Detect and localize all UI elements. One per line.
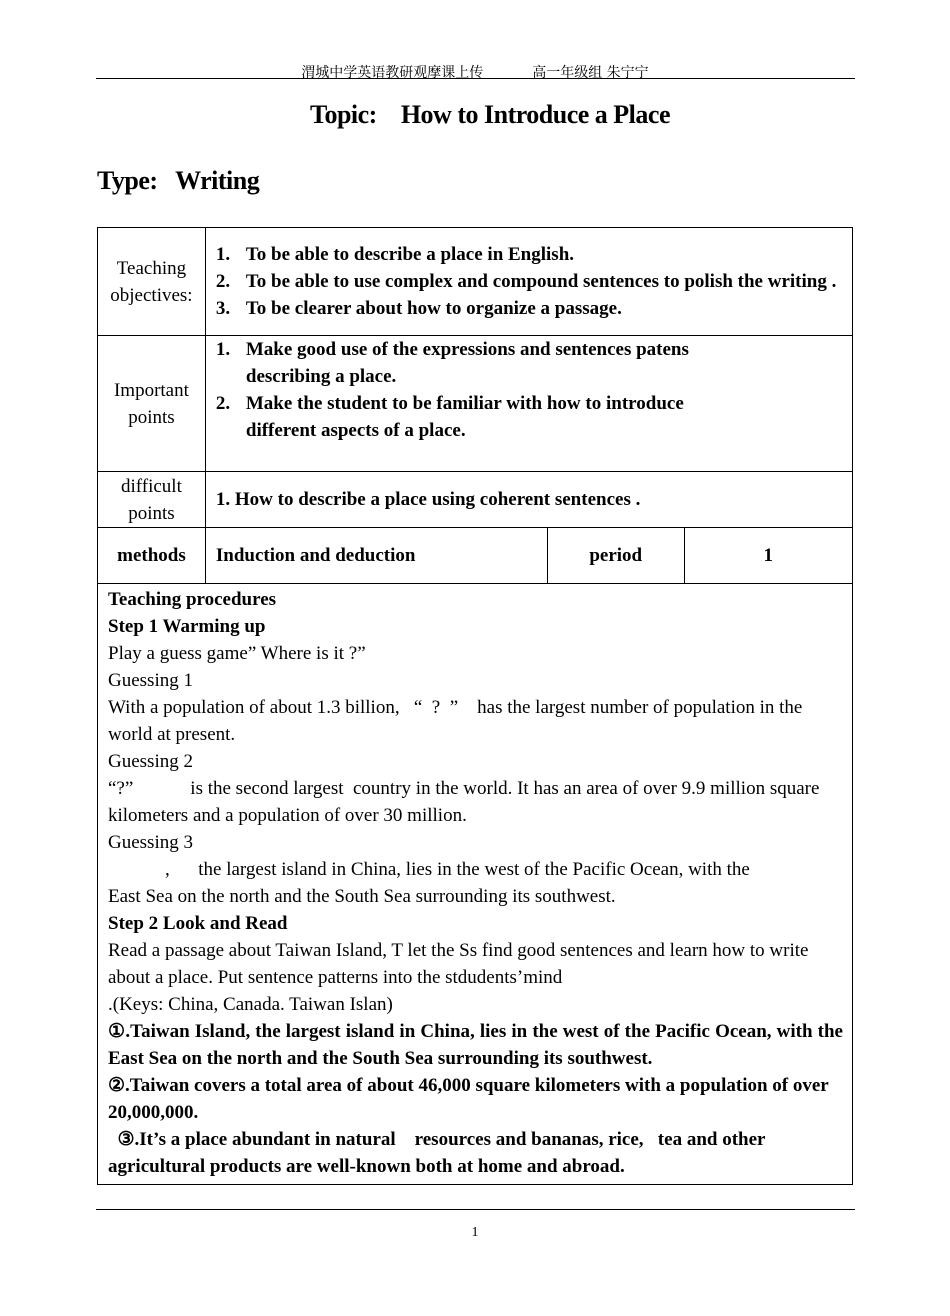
important-point-item: 1. Make good use of the expressions and sentences patens describing a place.: [215, 339, 689, 387]
read-instructions: Read a passage about Taiwan Island, T let the Ss find good sentences and learn how to write about a place. Put sentence patterns into the stdudents’mind: [108, 940, 809, 988]
period-label: period: [547, 528, 684, 584]
row-important-points: [98, 336, 853, 472]
guess2-label: Guessing 2: [108, 751, 193, 772]
step1-heading: Step 1 Warming up: [108, 616, 266, 637]
objective-item: 1. To be able to describe a place in English.: [215, 244, 575, 265]
guess-game-text: Play a guess game” Where is it ?”: [108, 643, 366, 664]
difficult-points-content: 1. How to describe a place using coherent sentences .: [205, 472, 852, 528]
header-right: 高一年级组 朱宁宁: [532, 65, 649, 81]
difficult-points-label: difficult points: [98, 472, 206, 528]
footer-rule: [96, 1209, 855, 1210]
header-left: 渭城中学英语教研观摩课上传: [301, 65, 484, 81]
guess3-text-line1: , the largest island in China, lies in the west of the Pacific Ocean, with the: [108, 859, 750, 880]
methods-value: Induction and deduction: [205, 528, 547, 584]
sentence-2: ②.Taiwan covers a total area of about 46,000 square kilometers with a population of over 20,000,000.: [108, 1075, 829, 1123]
teaching-objectives-content: [205, 228, 852, 336]
guess2-text: “?” is the second largest country in the world. It has an area of over 9.9 million square kilometers and a population of over 30 million.: [108, 778, 825, 826]
teaching-procedures-content: [98, 584, 853, 1185]
important-point-item: 2. Make the student to be familiar with how to introduce different aspects of a place.: [215, 393, 684, 441]
teaching-objectives-label: Teaching objectives:: [98, 228, 206, 336]
row-difficult-points: [98, 472, 853, 528]
page-title: Topic: How to Introduce a Place: [310, 100, 670, 129]
procedures-heading: Teaching procedures: [108, 589, 277, 610]
row-teaching-objectives: [98, 228, 853, 336]
page-number: 1: [471, 1225, 479, 1240]
objective-item: 2. To be able to use complex and compound sentences to polish the writing .: [215, 271, 837, 292]
sentence-3: ③.It’s a place abundant in natural resources and bananas, rice, tea and other agricultural products are well-known both at home and abroad.: [108, 1129, 770, 1177]
guess3-text-line2: East Sea on the north and the South Sea surrounding its southwest.: [108, 886, 616, 907]
step2-heading: Step 2 Look and Read: [108, 913, 288, 934]
period-value: 1: [684, 528, 852, 584]
important-points-content: [205, 336, 852, 472]
methods-label: methods: [98, 528, 206, 584]
type-line: Type: Writing: [97, 166, 260, 195]
keys-text: .(Keys: China, Canada. Taiwan Islan): [108, 994, 393, 1015]
lesson-plan-table: [97, 227, 853, 1185]
objective-item: 3. To be clearer about how to organize a passage.: [215, 298, 622, 319]
guess1-label: Guessing 1: [108, 670, 193, 691]
page-header: [0, 62, 950, 82]
row-methods: [98, 528, 853, 584]
important-points-label: Important points: [98, 336, 206, 472]
guess1-text: With a population of about 1.3 billion, “ ? ” has the largest number of population in the world at present.: [108, 697, 808, 745]
header-rule: [96, 78, 855, 79]
row-teaching-procedures: [98, 584, 853, 1185]
sentence-1: ①.Taiwan Island, the largest island in China, lies in the west of the Pacific Ocean, with the East Sea on the north and the South Sea surrounding its southwest.: [108, 1021, 843, 1069]
guess3-label: Guessing 3: [108, 832, 193, 853]
